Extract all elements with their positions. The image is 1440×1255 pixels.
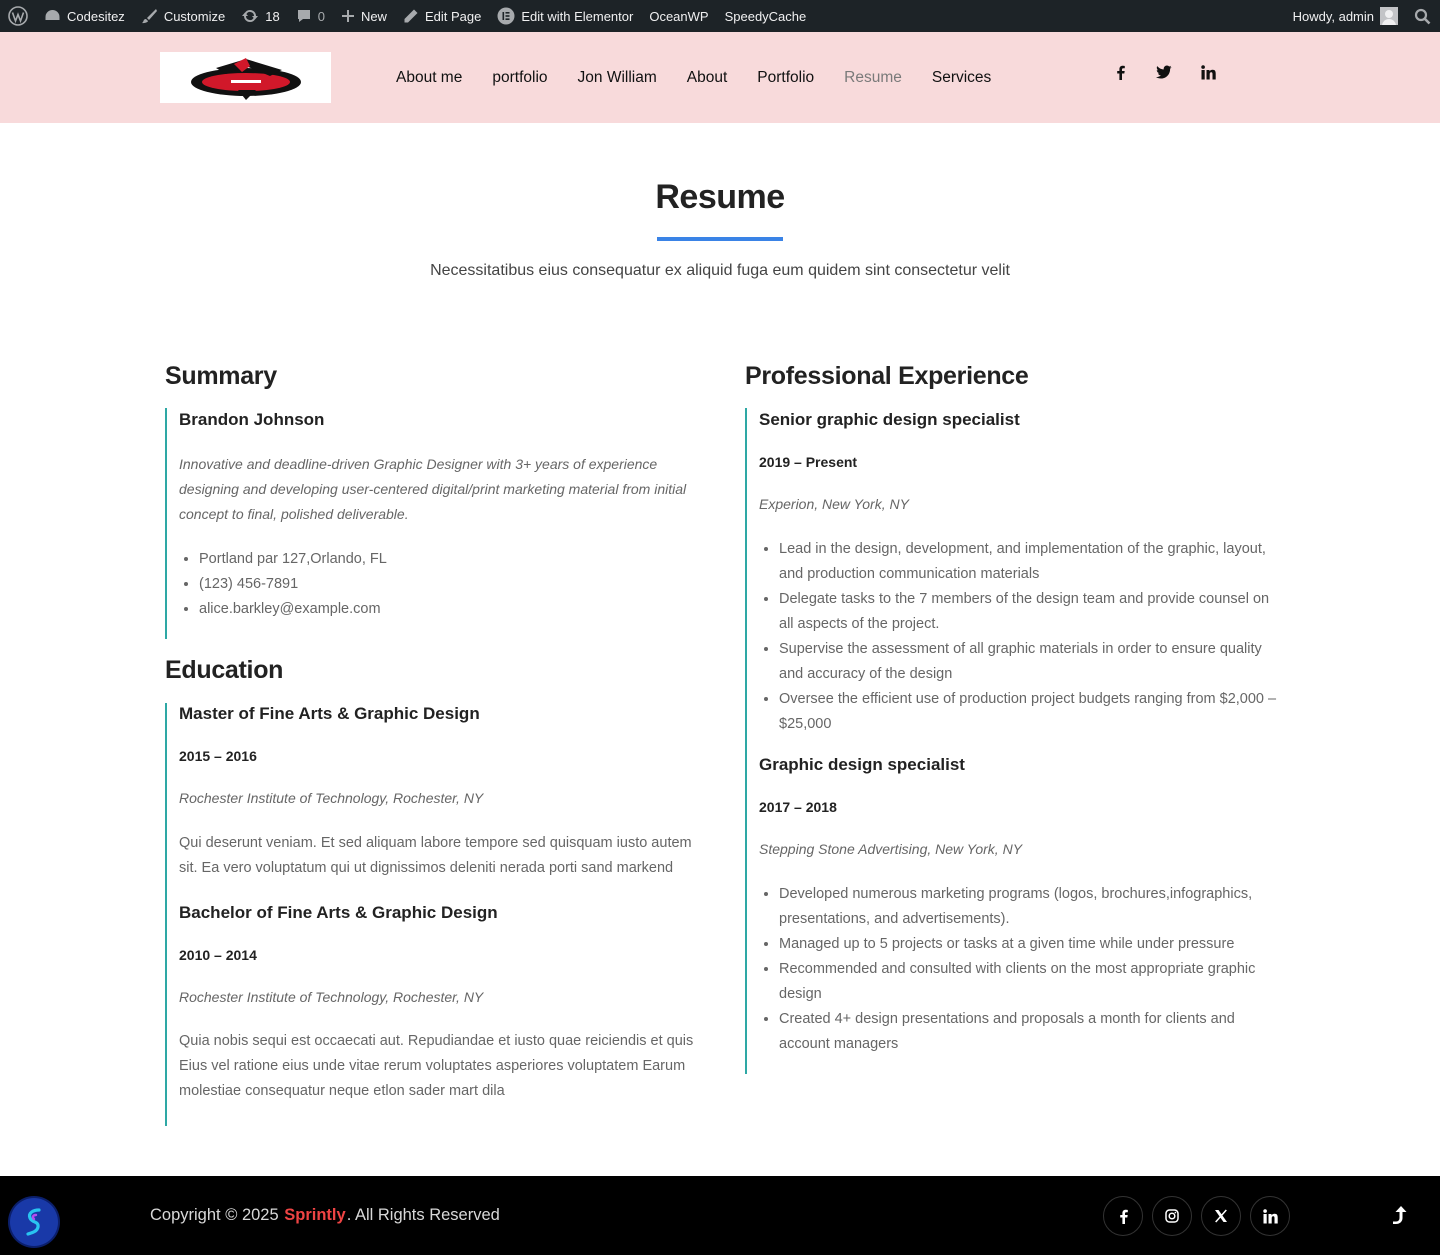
linkedin-icon (1263, 1209, 1278, 1224)
speedycache-label: SpeedyCache (724, 8, 807, 24)
summary-name: Brandon Johnson (179, 410, 325, 429)
nav-item-about-me[interactable]: About me (396, 68, 463, 86)
experience-bullet: • Developed numerous marketing programs (logos, brochures,infographics, presentations, and advertisements). (779, 882, 1277, 932)
contact-phone: • (123) 456-7891 (199, 572, 699, 597)
title-underline (657, 237, 783, 241)
search-icon (1414, 8, 1431, 25)
experience-bullet: • Supervise the assessment of all graphic materials in order to ensure quality and accuracy of the design (779, 637, 1277, 687)
comment-icon (296, 8, 312, 24)
edit-page-link[interactable] (395, 0, 489, 32)
contact-address: • Portland par 127,Orlando, FL (199, 547, 699, 572)
education-title-1: Master of Fine Arts & Graphic Design (179, 704, 480, 723)
x-icon (1214, 1209, 1228, 1223)
new-content-link[interactable] (333, 0, 395, 32)
nav-item-jon-william[interactable]: Jon William (577, 68, 657, 86)
summary-heading: Summary (165, 362, 277, 390)
experience-dates-1: 2019 – Present (759, 454, 858, 470)
speedycache-link[interactable] (717, 0, 815, 32)
comments-count: 0 (317, 8, 325, 24)
instagram-icon (1165, 1209, 1179, 1223)
contact-list (179, 547, 699, 622)
speedycache-logo-icon (23, 1207, 45, 1237)
education-heading: Education (165, 656, 284, 684)
experience-bullet: • Oversee the efficient use of production project budgets ranging from $2,000 – $25,000 (779, 687, 1277, 737)
nav-item-services[interactable]: Services (931, 68, 992, 86)
avatar (1380, 7, 1398, 25)
education-place-1: Rochester Institute of Technology, Rochester, NY (179, 790, 484, 806)
education-dates-2: 2010 – 2014 (179, 947, 257, 963)
site-logo[interactable] (160, 52, 331, 103)
account-menu[interactable] (1285, 0, 1406, 32)
linkedin-icon[interactable] (1186, 65, 1230, 80)
facebook-icon (1119, 1209, 1128, 1224)
education-text-1: Qui deserunt veniam. Et sed aliquam labore tempore sed quisquam iusto autem sit. Ea vero voluptatum qui ut dignissimos deleniti nerada porti sand markend (179, 835, 692, 876)
page-subtitle: Necessitatibus eius consequatur ex aliquid fuga eum quidem sint consectetur velit (430, 262, 1010, 279)
howdy-label: Howdy, admin (1292, 8, 1374, 24)
experience-block (745, 408, 1280, 1074)
twitter-icon[interactable] (1142, 65, 1186, 79)
nav-item-portfolio[interactable]: Portfolio (757, 68, 815, 86)
site-name: Codesitez (67, 8, 125, 24)
scroll-to-top-button[interactable] (1388, 1202, 1410, 1228)
summary-block (165, 408, 710, 639)
updates-icon (241, 8, 259, 24)
brush-icon (141, 8, 158, 24)
copyright-suffix: . All Rights Reserved (346, 1206, 500, 1224)
copyright (150, 1176, 500, 1255)
customize-label: Customize (163, 8, 226, 24)
admin-bar (0, 0, 1440, 32)
footer-social-links (1103, 1196, 1290, 1236)
experience-dates-2: 2017 – 2018 (759, 799, 837, 815)
pencil-icon (403, 8, 419, 24)
copyright-prefix: Copyright © 2025 (150, 1206, 279, 1224)
edit-page-label: Edit Page (424, 8, 482, 24)
education-title-2: Bachelor of Fine Arts & Graphic Design (179, 903, 498, 922)
plus-icon (341, 9, 355, 23)
header-social-links (1098, 32, 1230, 112)
experience-place-2: Stepping Stone Advertising, New York, NY (759, 841, 1023, 857)
updates-link[interactable] (233, 0, 287, 32)
experience-bullets-1 (759, 537, 1277, 737)
experience-bullet: • Managed up to 5 projects or tasks at a given time while under pressure (779, 932, 1277, 957)
experience-bullet: • Created 4+ design presentations and proposals a month for clients and account managers (779, 1007, 1277, 1057)
experience-bullet: • Recommended and consulted with clients on the most appropriate graphic design (779, 957, 1277, 1007)
wordpress-logo-icon[interactable] (0, 0, 36, 32)
experience-title-1: Senior graphic design specialist (759, 410, 1020, 429)
oceanwp-link[interactable] (641, 0, 716, 32)
arrow-up-icon (1391, 1205, 1407, 1225)
footer-x-button[interactable] (1201, 1196, 1241, 1236)
nav-item-resume[interactable]: Resume (844, 68, 902, 86)
nav-item-portfolio-lower[interactable]: portfolio (492, 68, 548, 86)
experience-heading: Professional Experience (745, 362, 1029, 390)
site-header (0, 32, 1440, 123)
admin-search-button[interactable] (1406, 0, 1440, 32)
footer-facebook-button[interactable] (1103, 1196, 1143, 1236)
facebook-icon[interactable] (1098, 65, 1142, 80)
experience-place-1: Experion, New York, NY (759, 496, 909, 512)
edit-elementor-link[interactable] (489, 0, 641, 32)
brand-link[interactable]: Sprintly (284, 1206, 346, 1224)
updates-count: 18 (265, 8, 280, 24)
education-text-2: Quia nobis sequi est occaecati aut. Repudiandae et iusto quae reiciendis et quis Eius vel ratione eius unde vitae rerum voluptates asperiores voluptatem Earum molestiae consequatur neque etlon sader mart dila (179, 1033, 694, 1099)
education-place-2: Rochester Institute of Technology, Rochester, NY (179, 989, 484, 1005)
new-label: New (360, 8, 387, 24)
customize-link[interactable] (133, 0, 233, 32)
experience-bullet: • Delegate tasks to the 7 members of the design team and provide counsel on all aspects of the project. (779, 587, 1277, 637)
admin-site-link[interactable] (36, 0, 133, 32)
summary-description: Innovative and deadline-driven Graphic Designer with 3+ years of experience designing and developing user-centered digital/print marketing material from initial concept to final, polished deliverable. (179, 456, 687, 522)
footer-linkedin-button[interactable] (1250, 1196, 1290, 1236)
dashboard-icon (44, 8, 61, 24)
main-navigation (381, 32, 1006, 123)
elementor-icon (497, 7, 515, 25)
education-block (165, 703, 710, 1126)
logo-emblem (186, 54, 306, 102)
edit-elementor-label: Edit with Elementor (521, 8, 634, 24)
contact-email: • alice.barkley@example.com (199, 597, 699, 622)
comments-link[interactable] (288, 0, 333, 32)
oceanwp-label: OceanWP (649, 8, 709, 24)
site-footer (0, 1176, 1440, 1255)
experience-bullet: • Lead in the design, development, and implementation of the graphic, layout, and production communication materials (779, 537, 1277, 587)
experience-bullets-2 (759, 882, 1277, 1057)
experience-title-2: Graphic design specialist (759, 755, 965, 774)
speedycache-badge[interactable] (10, 1198, 58, 1246)
page-title: Resume (655, 178, 785, 216)
education-dates-1: 2015 – 2016 (179, 748, 257, 764)
nav-item-about[interactable]: About (686, 68, 728, 86)
footer-instagram-button[interactable] (1152, 1196, 1192, 1236)
